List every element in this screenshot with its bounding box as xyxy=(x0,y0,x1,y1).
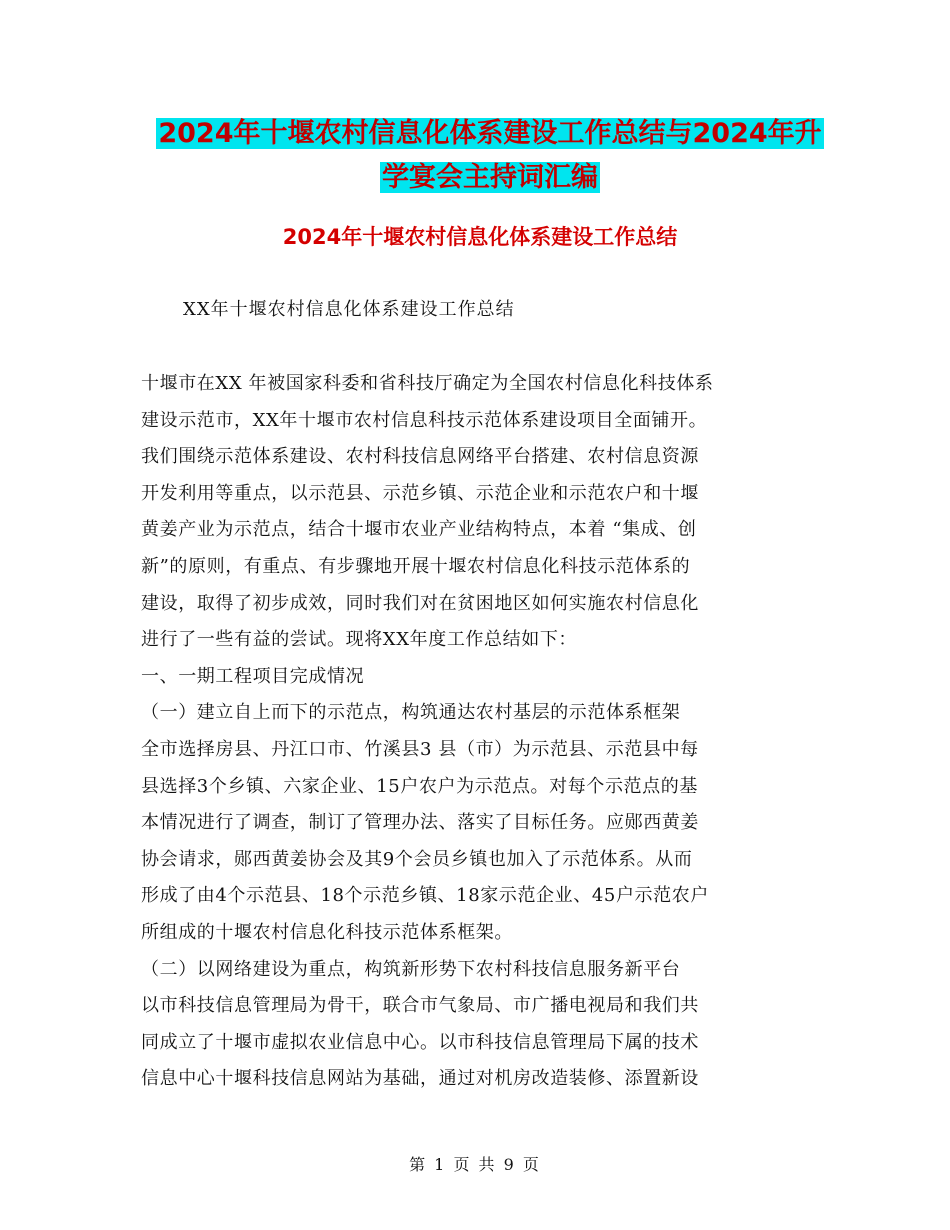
intro-line: XX年十堰农村信息化体系建设工作总结 xyxy=(183,299,515,320)
body-line: 建设，取得了初步成效，同时我们对在贫困地区如何实施农村信息化 xyxy=(141,592,699,614)
page-footer: 第 1 页 共 9 页 xyxy=(409,1155,541,1174)
document-title xyxy=(140,112,840,200)
body-line: 黄姜产业为示范点，结合十堰市农业产业结构特点，本着 “集成、创 xyxy=(141,519,697,541)
body-line: 形成了由4个示范县、18个示范乡镇、18家示范企业、45户示范农户 xyxy=(141,885,709,907)
subsection-heading: （一）建立自上而下的示范点，构筑通达农村基层的示范体系框架 xyxy=(141,702,681,724)
document-title-line-1: 2024年十堰农村信息化体系建设工作总结与2024年升 xyxy=(158,118,822,149)
body-line: 以市科技信息管理局为骨干，联合市气象局、市广播电视局和我们共 xyxy=(141,995,699,1017)
body-text xyxy=(141,366,811,1098)
body-line: 信息中心十堰科技信息网站为基础，通过对机房改造装修、添置新设 xyxy=(141,1068,699,1090)
body-line: 十堰市在XX 年被国家科委和省科技厅确定为全国农村信息化科技体系 xyxy=(141,373,714,394)
body-line: 开发利用等重点，以示范县、示范乡镇、示范企业和示范农户和十堰 xyxy=(141,482,699,504)
body-line: 进行了一些有益的尝试。现将XX年度工作总结如下： xyxy=(141,629,578,651)
body-line: 我们围绕示范体系建设、农村科技信息网络平台搭建、农村信息资源 xyxy=(141,446,699,468)
body-line: 全市选择房县、丹江口市、竹溪县3 县（市）为示范县、示范县中每 xyxy=(141,738,699,760)
subsection-heading: （二）以网络建设为重点，构筑新形势下农村科技信息服务新平台 xyxy=(141,958,681,980)
body-line: 新”的原则，有重点、有步骤地开展十堰农村信息化科技示范体系的 xyxy=(141,555,691,577)
body-line: 县选择3个乡镇、六家企业、15户农户为示范点。对每个示范点的基 xyxy=(141,775,698,797)
section-heading: 一、一期工程项目完成情况 xyxy=(141,665,365,687)
body-line: 本情况进行了调查，制订了管理办法、落实了目标任务。应郧西黄姜 xyxy=(141,812,699,834)
body-line: 协会请求，郧西黄姜协会及其9个会员乡镇也加入了示范体系。从而 xyxy=(141,848,693,870)
body-line: 同成立了十堰市虚拟农业信息中心。以市科技信息管理局下属的技术 xyxy=(141,1031,699,1053)
body-line: 所组成的十堰农村信息化科技示范体系框架。 xyxy=(141,921,513,943)
document-title-line-2: 学宴会主持词汇编 xyxy=(382,162,598,193)
section-title: 2024年十堰农村信息化体系建设工作总结 xyxy=(282,225,678,249)
body-line: 建设示范市，XX年十堰市农村信息科技示范体系建设项目全面铺开。 xyxy=(141,409,708,431)
